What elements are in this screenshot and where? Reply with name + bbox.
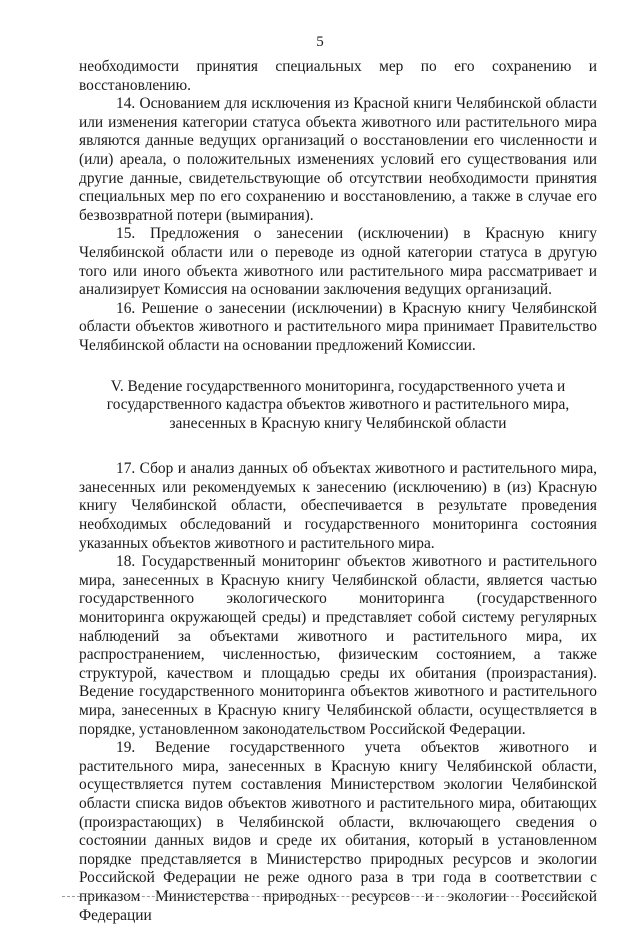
paragraph-17: 17. Сбор и анализ данных об объектах животного и растительного мира, занесенных или рекомендуемых к занесению (исключению) в (из) Красную книгу Челябинской области, обеспечивается в результате проведения необходимых обследований и государственного мониторинга состояния указанных объектов животного и растительного мира. — [79, 460, 597, 552]
section-heading — [79, 378, 597, 434]
page-bottom-rule — [62, 896, 574, 897]
paragraph-16: 16. Решение о занесении (исключении) в Красную книгу Челябинской области объектов животного и растительного мира принимает Правительство Челябинской области на основании предложений Комиссии. — [79, 299, 597, 354]
section-heading-line: V. Ведение государственного мониторинга, государственного учета и — [110, 377, 566, 395]
paragraph-continuation: необходимости принятия специальных мер по его сохранению и восстановлению. — [79, 58, 597, 94]
paragraph-15: 15. Предложения о занесении (исключении) в Красную книгу Челябинской области или о переводе из одной категории статуса в другую того или иного объекта животного или растительного мира рассматривает и анализирует Комиссия на основании заключения ведущих организаций. — [79, 225, 597, 299]
page-number: 5 — [316, 34, 324, 50]
paragraph-14: 14. Основанием для исключения из Красной книги Челябинской области или изменения категории статуса объекта животного или растительного мира являются данные ведущих организаций о восстановлении его численности и (или) ареала, о положительных изменениях условий его существования или другие данные, свидетельствующие об отсутствии необходимости принятия специальных мер по его сохранению и восстановлению, а также в случае его безвозвратной потери (вымирания). — [79, 95, 597, 224]
paragraph-19: 19. Ведение государственного учета объектов животного и растительного мира, занесенных в Красную книгу Челябинской области, осуществляется путем составления Министерством экологии Челябинской области списка видов объектов животного и растительного мира, обитающих (произрастающих) в Челябинской области, включающего сведения о состоянии данных видов и среде их обитания, который в установленном порядке представляется в Министерство природных ресурсов и экологии Российской Федерации не реже одного раза в три года в соответствии с приказом Министерства природных ресурсов и экологии Российской Федерации — [79, 739, 597, 924]
paragraph-18: 18. Государственный мониторинг объектов животного и растительного мира, занесенных в Красную книгу Челябинской области, является частью государственного экологического мониторинга (государственного мониторинга окружающей среды) и представляет собой систему регулярных наблюдений за объектами животного и растительного мира, их распространением, численностью, физическим состоянием, а также структурой, качеством и площадью среды их обитания (произрастания). Ведение государственного мониторинга объектов животного и растительного мира, занесенных в Красную книгу Челябинской области, осуществляется в порядке, установленном законодательством Российской Федерации. — [79, 553, 597, 738]
document-body — [79, 58, 597, 925]
section-heading-line: занесенных в Красную книгу Челябинской области — [169, 414, 507, 432]
section-heading-line: государственного кадастра объектов животного и растительного мира, — [106, 396, 570, 414]
